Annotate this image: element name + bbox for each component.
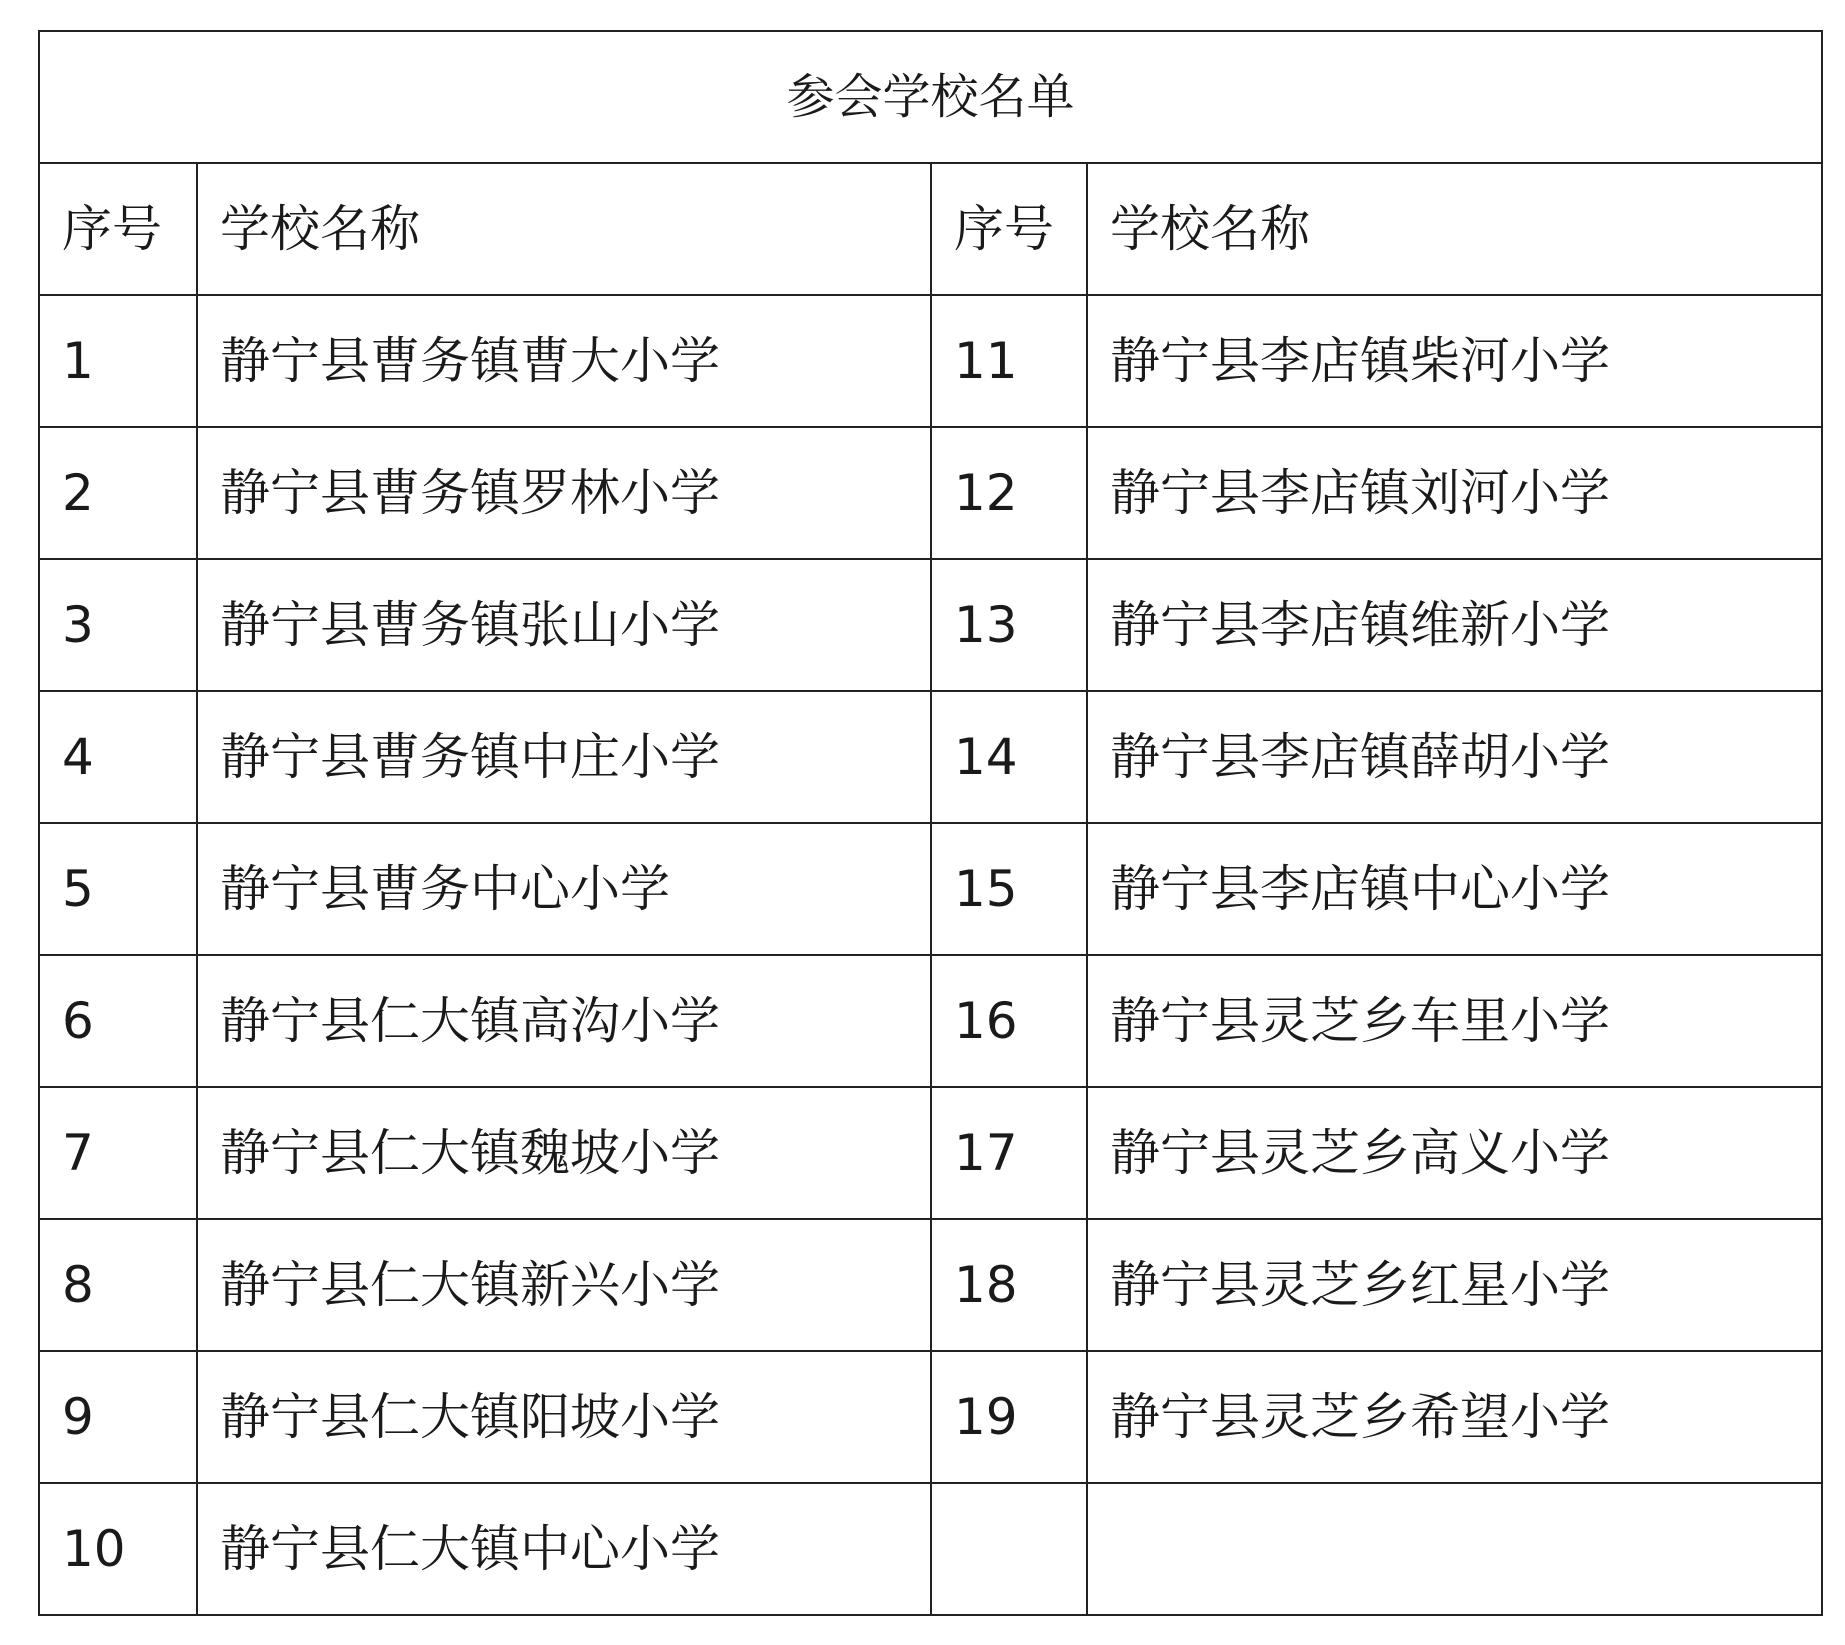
row-number: 11 <box>931 295 1087 427</box>
table-row <box>39 1219 1822 1351</box>
row-number: 16 <box>931 955 1087 1087</box>
table-row <box>39 1483 1822 1615</box>
school-name: 静宁县灵芝乡车里小学 <box>1087 955 1822 1087</box>
row-number: 13 <box>931 559 1087 691</box>
header-number-right: 序号 <box>931 163 1087 295</box>
school-name: 静宁县灵芝乡高义小学 <box>1087 1087 1822 1219</box>
table-row <box>39 427 1822 559</box>
row-number: 7 <box>39 1087 197 1219</box>
school-name: 静宁县仁大镇中心小学 <box>197 1483 931 1615</box>
school-name: 静宁县李店镇刘河小学 <box>1087 427 1822 559</box>
header-number-left: 序号 <box>39 163 197 295</box>
header-school-right: 学校名称 <box>1087 163 1822 295</box>
row-number: 4 <box>39 691 197 823</box>
row-number: 9 <box>39 1351 197 1483</box>
row-number: 10 <box>39 1483 197 1615</box>
table-row <box>39 823 1822 955</box>
table-row <box>39 1087 1822 1219</box>
roster-body <box>39 31 1822 1615</box>
row-number: 14 <box>931 691 1087 823</box>
school-name: 静宁县仁大镇魏坡小学 <box>197 1087 931 1219</box>
empty-school-cell <box>1087 1483 1822 1615</box>
school-name: 静宁县曹务镇罗林小学 <box>197 427 931 559</box>
table-title: 参会学校名单 <box>39 31 1822 163</box>
table-row <box>39 1351 1822 1483</box>
school-name: 静宁县李店镇柴河小学 <box>1087 295 1822 427</box>
school-name: 静宁县灵芝乡红星小学 <box>1087 1219 1822 1351</box>
row-number: 5 <box>39 823 197 955</box>
school-name: 静宁县李店镇维新小学 <box>1087 559 1822 691</box>
row-number: 3 <box>39 559 197 691</box>
school-name: 静宁县仁大镇新兴小学 <box>197 1219 931 1351</box>
school-name: 静宁县曹务镇曹大小学 <box>197 295 931 427</box>
table-row <box>39 691 1822 823</box>
header-school-left: 学校名称 <box>197 163 931 295</box>
row-number: 18 <box>931 1219 1087 1351</box>
header-row <box>39 163 1822 295</box>
row-number: 6 <box>39 955 197 1087</box>
school-name: 静宁县曹务镇张山小学 <box>197 559 931 691</box>
row-number: 17 <box>931 1087 1087 1219</box>
table-row <box>39 955 1822 1087</box>
school-name: 静宁县曹务镇中庄小学 <box>197 691 931 823</box>
school-roster-table <box>38 30 1823 1616</box>
empty-number-cell <box>931 1483 1087 1615</box>
row-number: 1 <box>39 295 197 427</box>
row-number: 19 <box>931 1351 1087 1483</box>
row-number: 2 <box>39 427 197 559</box>
table-row <box>39 559 1822 691</box>
school-name: 静宁县曹务中心小学 <box>197 823 931 955</box>
school-name: 静宁县灵芝乡希望小学 <box>1087 1351 1822 1483</box>
table-row <box>39 295 1822 427</box>
row-number: 12 <box>931 427 1087 559</box>
school-name: 静宁县李店镇薛胡小学 <box>1087 691 1822 823</box>
school-name: 静宁县仁大镇高沟小学 <box>197 955 931 1087</box>
row-number: 8 <box>39 1219 197 1351</box>
school-name: 静宁县李店镇中心小学 <box>1087 823 1822 955</box>
school-name: 静宁县仁大镇阳坡小学 <box>197 1351 931 1483</box>
row-number: 15 <box>931 823 1087 955</box>
title-row <box>39 31 1822 163</box>
